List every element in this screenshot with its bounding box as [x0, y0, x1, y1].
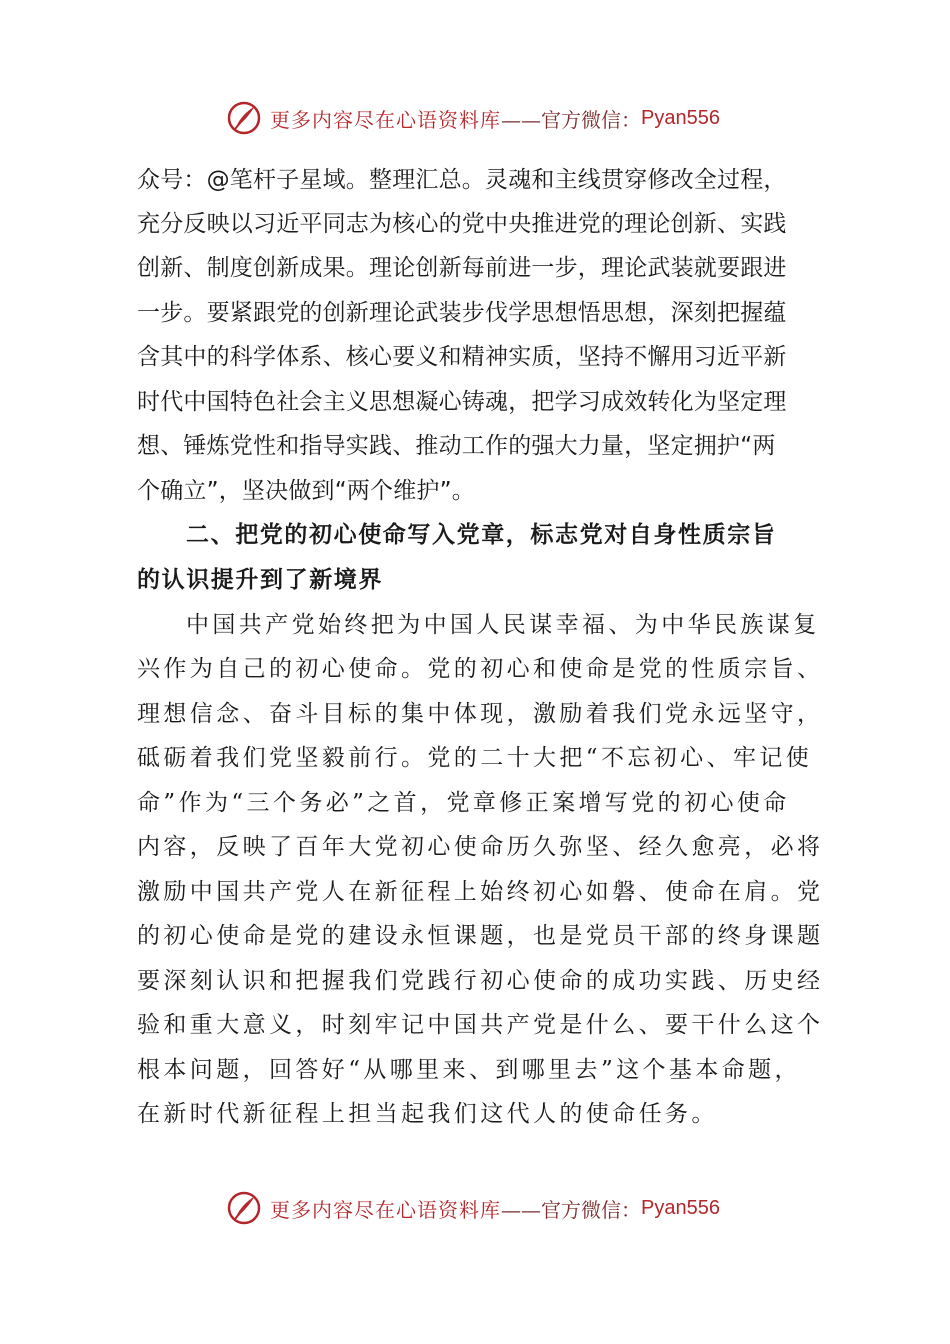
- banner-sub-text: ——官方微信：: [501, 107, 641, 132]
- banner-sub-text: ——官方微信：: [501, 1197, 641, 1222]
- paragraph-line: 的初心使命是党的建设永恒课题，也是党员干部的终身课题: [137, 923, 824, 949]
- paragraph-line: 根本问题，回答好“从哪里来、到哪里去”这个基本命题，: [137, 1057, 801, 1083]
- footer-watermark-banner: [226, 1190, 720, 1226]
- quill-logo-icon: [226, 1190, 262, 1226]
- paragraph-line: 时代中国特色社会主义思想凝心铸魂，把学习成效转化为坚定理: [137, 389, 787, 415]
- banner-main-text: 更多内容尽在心语资料库: [270, 107, 501, 132]
- section-heading: 二、把党的初心使命写入党章，标志党对自身性质宗旨: [186, 522, 777, 548]
- paragraph-line: 在新时代新征程上担当起我们这代人的使命任务。: [137, 1101, 718, 1127]
- paragraph-line: 充分反映以习近平同志为核心的党中央推进党的理论创新、实践: [137, 211, 787, 237]
- paragraph-line: 众号：@笔杆子星域。整理汇总。灵魂和主线贯穿修改全过程，: [137, 167, 787, 193]
- paragraph-line: 中国共产党始终把为中国人民谋幸福、为中华民族谋复: [186, 612, 820, 638]
- paragraph-line: 含其中的科学体系、核心要义和精神实质，坚持不懈用习近平新: [137, 344, 787, 370]
- banner-wechat-id: Pyan556: [641, 1196, 720, 1219]
- paragraph-line: 一步。要紧跟党的创新理论武装步伐学思想悟思想，深刻把握蕴: [137, 300, 787, 326]
- quill-logo-icon: [226, 100, 262, 136]
- paragraph-line: 个确立”，坚决做到“两个维护”。: [137, 478, 475, 504]
- section-heading-continued: 的认识提升到了新境界: [137, 567, 383, 593]
- paragraph-line: 想、锤炼党性和指导实践、推动工作的强大力量，坚定拥护“两: [137, 433, 776, 459]
- paragraph-line: 创新、制度创新成果。理论创新每前进一步，理论武装就要跟进: [137, 255, 787, 281]
- paragraph-line: 兴作为自己的初心使命。党的初心和使命是党的性质宗旨、: [137, 656, 824, 682]
- paragraph-line: 理想信念、奋斗目标的集中体现，激励着我们党永远坚守，: [137, 701, 824, 727]
- paragraph-line: 砥砺着我们党坚毅前行。党的二十大把“不忘初心、牢记使: [137, 745, 813, 771]
- header-watermark-banner: [226, 100, 720, 136]
- paragraph-line: 激励中国共产党人在新征程上始终初心如磐、使命在肩。党: [137, 879, 824, 905]
- paragraph-line: 内容，反映了百年大党初心使命历久弥坚、经久愈亮，必将: [137, 834, 824, 860]
- banner-wechat-id: Pyan556: [641, 106, 720, 129]
- paragraph-line: 验和重大意义，时刻牢记中国共产党是什么、要干什么这个: [137, 1012, 824, 1038]
- paragraph-line: 要深刻认识和把握我们党践行初心使命的成功实践、历史经: [137, 968, 824, 994]
- banner-main-text: 更多内容尽在心语资料库: [270, 1197, 501, 1222]
- paragraph-line: 命”作为“三个务必”之首，党章修正案增写党的初心使命: [137, 790, 790, 816]
